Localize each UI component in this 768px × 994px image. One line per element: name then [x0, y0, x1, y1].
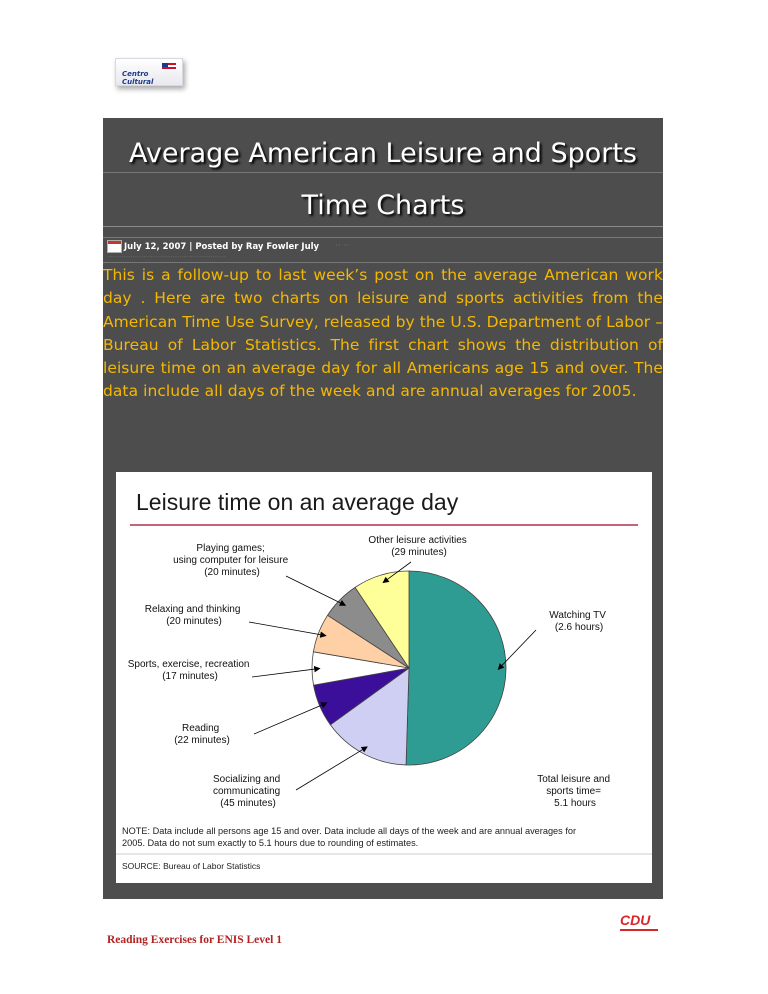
- label-sports-name: Sports, exercise, recreation: [127, 659, 250, 670]
- post-meta: July 12, 2007 | Posted by Ray Fowler July: [124, 242, 320, 252]
- label-relaxing-value: (20 minutes): [166, 616, 222, 627]
- divider: [103, 172, 663, 173]
- label-other: [368, 535, 469, 558]
- label-total-line3: 5.1 hours: [554, 798, 596, 809]
- label-games-value: (20 minutes): [204, 567, 260, 578]
- label-total: [537, 774, 613, 809]
- label-socializing-name: Socializing and: [212, 774, 281, 785]
- chart-title: Leisure time on an average day: [136, 489, 459, 515]
- meta-ghost-text-2: ·· ··: [335, 241, 350, 251]
- label-socializing: [213, 774, 283, 809]
- callout-arrow-4: [252, 668, 320, 677]
- label-games: [173, 543, 291, 578]
- divider: [103, 262, 663, 263]
- footer-text: Reading Exercises for ENIS Level 1: [107, 934, 282, 946]
- callout-arrow-6: [296, 747, 367, 790]
- title-line-1: Average American Leisure and Sports: [128, 138, 638, 169]
- chart-source: SOURCE: Bureau of Labor Statistics: [122, 861, 261, 871]
- label-total-line2: sports time=: [546, 786, 601, 797]
- chart-note-line1: NOTE: Data include all persons age 15 and over. Data include all days of the week and are annual averages for: [122, 826, 577, 836]
- article-panel: [103, 118, 663, 899]
- cdu-logo-underline: [620, 929, 658, 931]
- label-reading-name: Reading: [181, 723, 220, 734]
- label-reading-value: (22 minutes): [174, 735, 230, 746]
- label-games-name: Playing games;: [196, 543, 265, 554]
- label-socializing-name-2: communicating: [212, 786, 281, 797]
- callout-arrow-2: [286, 576, 345, 605]
- label-sports-value: (17 minutes): [162, 671, 218, 682]
- cdu-logo: CDU: [620, 912, 651, 928]
- label-games-name-2: using computer for leisure: [173, 555, 289, 566]
- label-socializing-value: (45 minutes): [220, 798, 276, 809]
- label-sports: [128, 659, 253, 682]
- pie-slices: [312, 571, 506, 765]
- intro-paragraph: This is a follow-up to last week’s post on the average American work day . Here are two charts on leisure and sports activities from the American Time Use Survey, released by the U.S. Department of Labor – Bureau of Labor Statistics. The first chart shows the distribution of leisure time on an average day for all Americans age 15 and over. The data include all days of the week and are annual averages for 2005.: [103, 266, 663, 401]
- label-relaxing-name: Relaxing and thinking: [144, 604, 241, 615]
- label-other-value: (29 minutes): [391, 547, 447, 558]
- label-other-name: Other leisure activities: [368, 535, 467, 546]
- label-relaxing: [145, 604, 243, 627]
- title-line-2: Time Charts: [301, 190, 465, 221]
- divider: [103, 237, 663, 238]
- callout-arrow-3: [249, 622, 326, 636]
- calendar-icon: [107, 240, 122, 253]
- label-reading: [174, 723, 230, 746]
- label-tv-value: (2.6 hours): [554, 622, 604, 633]
- label-tv-name: Watching TV: [549, 610, 606, 621]
- chart-card: [116, 472, 652, 883]
- label-tv: [549, 610, 608, 633]
- label-total-line1: Total leisure and: [537, 774, 611, 785]
- centro-cultural-logo: [115, 58, 183, 86]
- pie-slice-1: [406, 571, 506, 765]
- meta-ghost-text: ·····················································: [108, 253, 226, 261]
- logo-text: Centro Cultural: [122, 70, 154, 86]
- chart-note-line2: 2005. Data do not sum exactly to 5.1 hours due to rounding of estimates.: [122, 838, 419, 848]
- pie-chart: [116, 472, 652, 883]
- callout-arrow-5: [254, 703, 327, 734]
